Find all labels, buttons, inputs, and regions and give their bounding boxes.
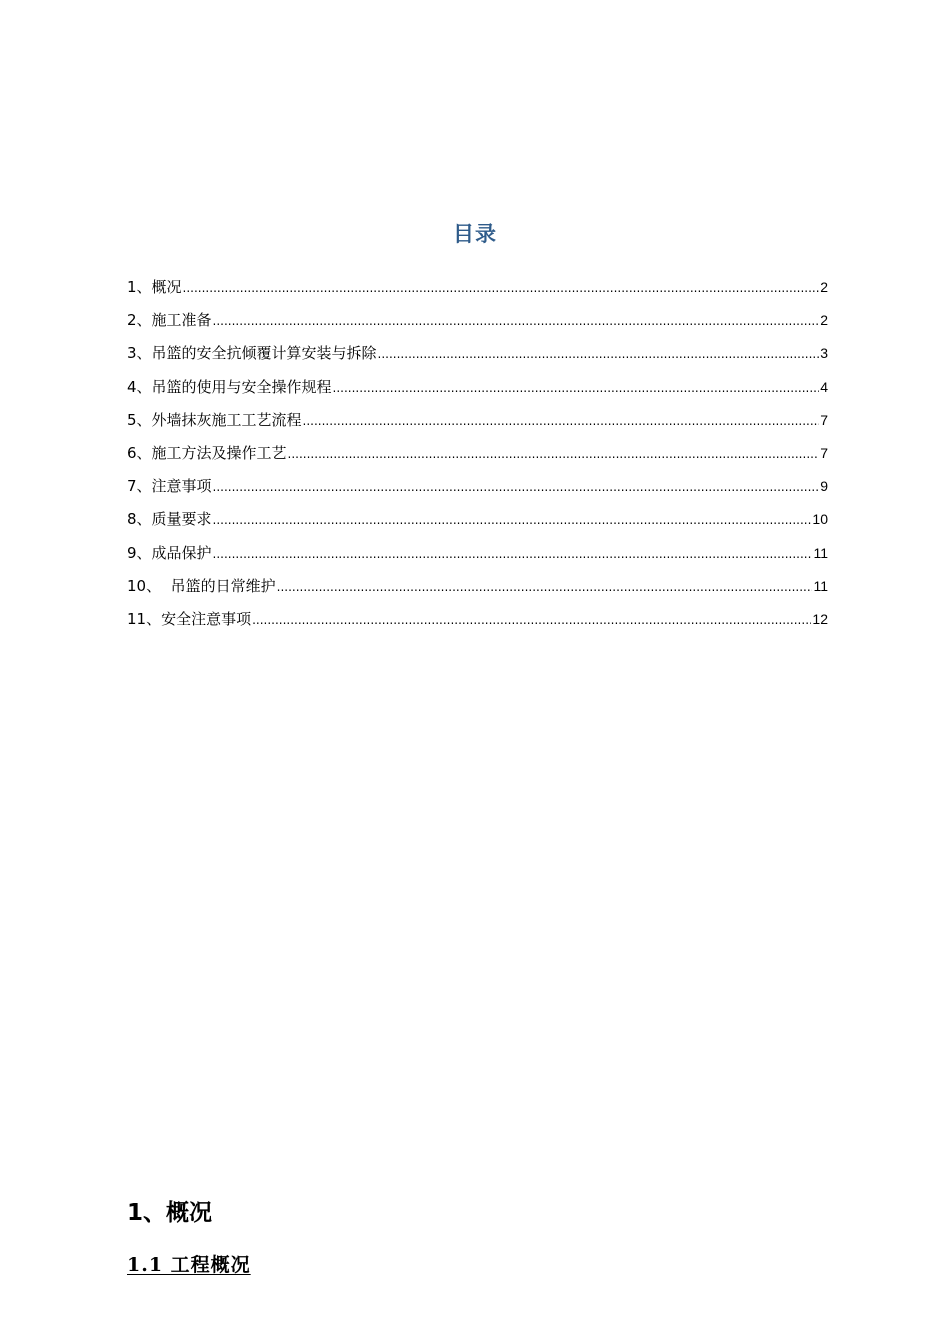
toc-page-number: 10 (812, 511, 828, 528)
toc-dot-leader (303, 408, 820, 435)
toc-entry[interactable] (127, 440, 828, 473)
toc-entry[interactable] (127, 540, 828, 573)
toc-entry-text: 11、安全注意事项 (127, 609, 252, 628)
toc-page-number: 2 (820, 279, 828, 295)
table-of-contents (127, 274, 828, 639)
toc-page-number: 7 (820, 411, 828, 428)
toc-title: 目录 (453, 222, 497, 246)
toc-entry-text: 7、注意事项 (127, 477, 212, 496)
toc-page-number: 12 (812, 610, 828, 627)
toc-dot-leader (183, 275, 820, 302)
toc-entry-text: 6、施工方法及操作工艺 (127, 443, 287, 462)
toc-entry[interactable] (127, 606, 828, 639)
toc-page-number: 2 (820, 312, 828, 329)
subsection-heading: 1.1 工程概况 (127, 1254, 251, 1276)
toc-entry[interactable] (127, 307, 828, 340)
toc-entry[interactable] (127, 506, 828, 539)
toc-entry-text: 9、成品保护 (127, 543, 212, 562)
toc-page-number: 11 (813, 577, 828, 594)
toc-entry[interactable] (127, 407, 828, 440)
toc-entry-text: 5、外墙抹灰施工工艺流程 (127, 410, 302, 429)
toc-entry-text: 3、吊篮的安全抗倾覆计算安装与拆除 (127, 344, 377, 363)
section-heading: 1、概况 (127, 1200, 213, 1226)
toc-entry[interactable] (127, 274, 828, 307)
toc-entry-text: 8、质量要求 (127, 510, 212, 529)
toc-entry-text: 1、概况 (127, 278, 182, 296)
toc-entry-text: 4、吊篮的使用与安全操作规程 (127, 377, 332, 396)
toc-dot-leader (288, 441, 820, 468)
toc-entry[interactable] (127, 374, 828, 407)
toc-page-number: 9 (820, 478, 828, 495)
toc-dot-leader (378, 341, 820, 368)
toc-dot-leader (213, 541, 813, 568)
toc-entry[interactable] (127, 573, 828, 606)
toc-entry[interactable] (127, 340, 828, 373)
toc-page-number: 4 (820, 378, 828, 395)
toc-page-number: 7 (820, 444, 828, 461)
toc-dot-leader (213, 308, 820, 335)
toc-entry-text: 2、施工准备 (127, 311, 212, 330)
toc-page-number: 3 (820, 345, 828, 362)
toc-page-number: 11 (813, 544, 828, 561)
toc-dot-leader (333, 375, 820, 402)
toc-dot-leader (277, 574, 813, 601)
toc-dot-leader (213, 507, 812, 534)
toc-dot-leader (213, 474, 820, 501)
toc-entry-text: 10、 吊篮的日常维护 (127, 576, 276, 595)
toc-entry[interactable] (127, 473, 828, 506)
toc-dot-leader (252, 607, 811, 634)
